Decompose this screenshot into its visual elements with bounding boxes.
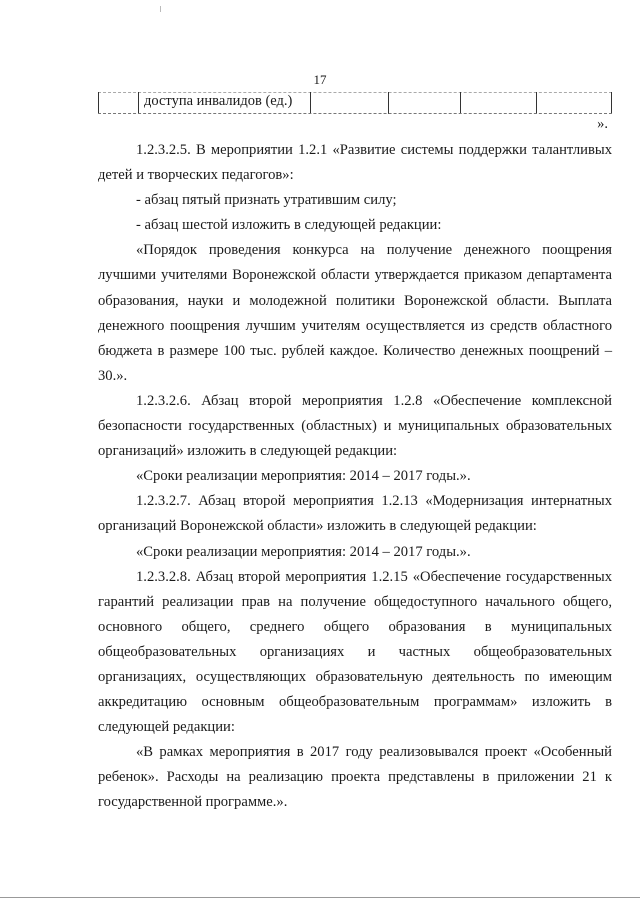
scan-artifact	[160, 6, 161, 12]
paragraph: «Сроки реализации мероприятия: 2014 – 2017 годы.».	[136, 543, 471, 560]
paragraph: 1.2.3.2.6. Абзац второй мероприятия 1.2.8 «Обеспечение комплексной безопасности государственных (областных) и муниципальных образовательных организаций» изложить в следующей редакции:	[98, 392, 612, 460]
table-cell-text: доступа инвалидов (ед.)	[144, 93, 293, 109]
table-cell	[310, 92, 388, 114]
paragraph: «В рамках мероприятия в 2017 году реализовывался проект «Особенный ребенок». Расходы на реализацию проекта представлены в приложении 21 к государственной программе.».	[98, 744, 612, 811]
page-number: 17	[313, 72, 327, 87]
table-cell	[460, 92, 536, 114]
paragraph: 1.2.3.2.8. Абзац второй мероприятия 1.2.15 «Обеспечение государственных гарантий реализации прав на получение общедоступного начального общего, основного общего, среднего общего образования в муниципальных общеобразовательных организациях и частных общеобразовательных организациях, осуществляющих образовательную деятельность по имеющим аккредитацию основным общеобразовательным программам» изложить в следующей редакции:	[98, 568, 612, 736]
table-cell-first	[98, 92, 138, 114]
paragraph: «Порядок проведения конкурса на получение денежного поощрения лучшими учителями Воронежской области утверждается приказом департамента образования, науки и молодежной политики Воронежской области. Выплата денежного поощрения лучшим учителям осуществляется из средств областного бюджета в размере 100 тыс. рублей каждое. Количество денежных поощрений – 30.».	[98, 242, 612, 384]
paragraph: «Сроки реализации мероприятия: 2014 – 2017 годы.».	[136, 468, 471, 485]
document-body	[98, 138, 612, 816]
paragraph: - абзац шестой изложить в следующей редакции:	[136, 217, 442, 234]
paragraph: - абзац пятый признать утратившим силу;	[136, 192, 397, 209]
table-cell	[536, 92, 612, 114]
table-cell	[388, 92, 460, 114]
paragraph: 1.2.3.2.5. В мероприятии 1.2.1 «Развитие системы поддержки талантливых детей и творческих педагогов»:	[98, 142, 612, 184]
table-fragment	[98, 92, 612, 114]
paragraph: 1.2.3.2.7. Абзац второй мероприятия 1.2.13 «Модернизация интернатных организаций Воронежской области» изложить в следующей редакции:	[98, 493, 612, 535]
table-bottom-rule	[98, 113, 612, 114]
table-closing-quote: ».	[597, 116, 608, 132]
page-bottom-rule	[0, 897, 640, 898]
